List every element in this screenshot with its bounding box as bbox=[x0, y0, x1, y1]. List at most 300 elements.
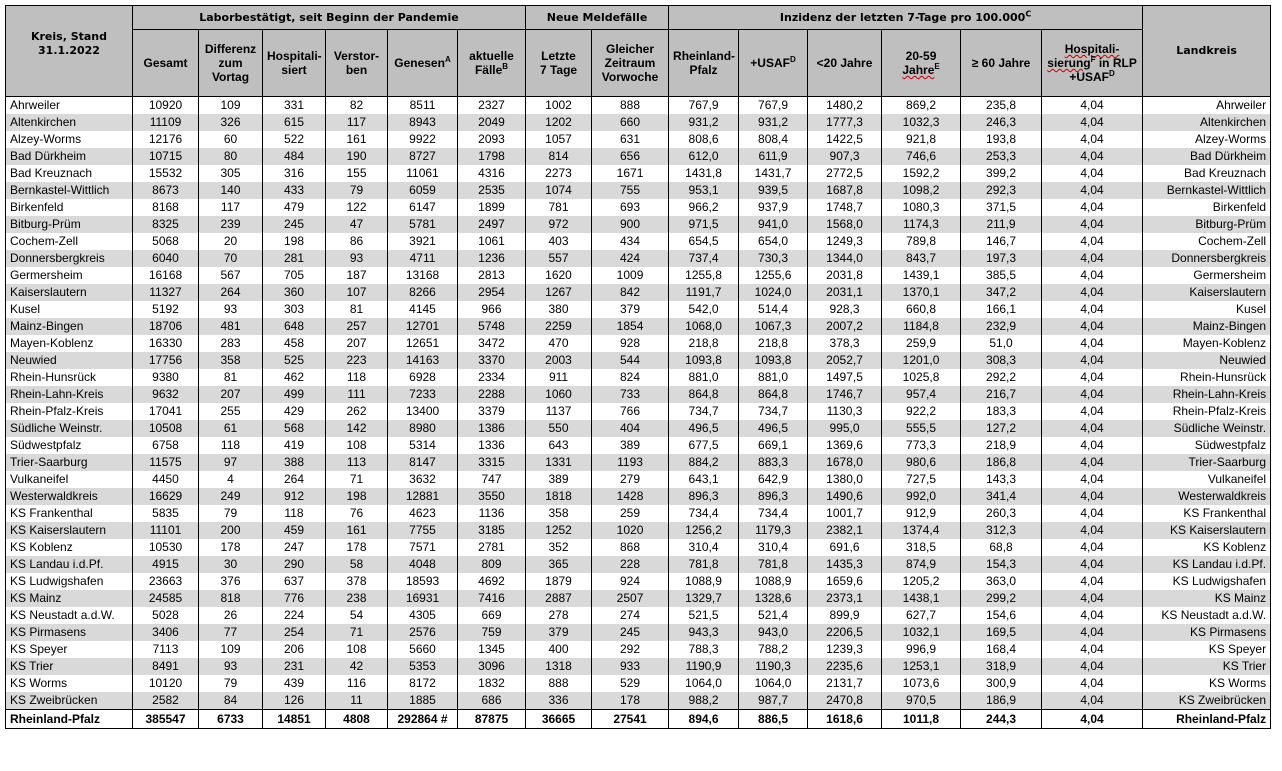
cell-inzidenz-usaf: 939,5 bbox=[739, 182, 808, 199]
cell-hospitalisierung: 4,04 bbox=[1042, 556, 1143, 573]
cell-landkreis: Alzey-Worms bbox=[1143, 131, 1271, 148]
cell-inzidenz-20-59: 1205,2 bbox=[882, 573, 961, 590]
cell-differenz: 140 bbox=[199, 182, 263, 199]
cell-genesen: 12701 bbox=[388, 318, 458, 335]
table-row bbox=[6, 369, 1271, 386]
cell-vorwoche: 900 bbox=[592, 216, 669, 233]
cell-hospitalisiert: 615 bbox=[263, 114, 326, 131]
cell-gesamt: 10920 bbox=[133, 97, 199, 115]
cell-aktuelle-faelle: 1386 bbox=[458, 420, 526, 437]
cell-inzidenz-60plus: 318,9 bbox=[961, 658, 1042, 675]
cell-inzidenz-rlp: 808,6 bbox=[669, 131, 739, 148]
cell-verstorben: 116 bbox=[326, 675, 388, 692]
cell-inzidenz-rlp: 643,1 bbox=[669, 471, 739, 488]
cell-hospitalisierung: 4,04 bbox=[1042, 199, 1143, 216]
cell-vorwoche: 842 bbox=[592, 284, 669, 301]
cell-inzidenz-20-59: 727,5 bbox=[882, 471, 961, 488]
cell-differenz: 109 bbox=[199, 97, 263, 115]
cell-inzidenz-usaf: 611,9 bbox=[739, 148, 808, 165]
cell-inzidenz-usaf: 1431,7 bbox=[739, 165, 808, 182]
cell-differenz: 61 bbox=[199, 420, 263, 437]
cell-landkreis: KS Trier bbox=[1143, 658, 1271, 675]
cell-hospitalisiert: 281 bbox=[263, 250, 326, 267]
cell-kreis: Bernkastel-Wittlich bbox=[6, 182, 133, 199]
cell-hospitalisiert: 118 bbox=[263, 505, 326, 522]
cell-inzidenz-usaf: 1024,0 bbox=[739, 284, 808, 301]
cell-aktuelle-faelle: 2781 bbox=[458, 539, 526, 556]
cell-landkreis: Bitburg-Prüm bbox=[1143, 216, 1271, 233]
cell-landkreis: Rhein-Pfalz-Kreis bbox=[1143, 403, 1271, 420]
cell-hospitalisiert: 388 bbox=[263, 454, 326, 471]
cell-differenz: 79 bbox=[199, 675, 263, 692]
cell-kreis: Birkenfeld bbox=[6, 199, 133, 216]
cell-kreis: KS Frankenthal bbox=[6, 505, 133, 522]
cell-gesamt: 5028 bbox=[133, 607, 199, 624]
cell-kreis: Altenkirchen bbox=[6, 114, 133, 131]
cell-inzidenz-u20: 1435,3 bbox=[808, 556, 882, 573]
cell-hospitalisierung: 4,04 bbox=[1042, 710, 1143, 729]
cell-verstorben: 108 bbox=[326, 437, 388, 454]
cell-vorwoche: 424 bbox=[592, 250, 669, 267]
cell-aktuelle-faelle: 1236 bbox=[458, 250, 526, 267]
cell-verstorben: 178 bbox=[326, 539, 388, 556]
cell-inzidenz-usaf: 808,4 bbox=[739, 131, 808, 148]
cell-inzidenz-60plus: 183,3 bbox=[961, 403, 1042, 420]
cell-inzidenz-20-59: 789,8 bbox=[882, 233, 961, 250]
table-row bbox=[6, 403, 1271, 420]
cell-differenz: 30 bbox=[199, 556, 263, 573]
cell-hospitalisierung: 4,04 bbox=[1042, 131, 1143, 148]
cell-gesamt: 11109 bbox=[133, 114, 199, 131]
cell-kreis: Donnersbergkreis bbox=[6, 250, 133, 267]
cell-hospitalisierung: 4,04 bbox=[1042, 641, 1143, 658]
table-row bbox=[6, 131, 1271, 148]
cell-hospitalisierung: 4,04 bbox=[1042, 471, 1143, 488]
cell-inzidenz-usaf: 788,2 bbox=[739, 641, 808, 658]
cell-inzidenz-20-59: 1370,1 bbox=[882, 284, 961, 301]
cell-inzidenz-60plus: 347,2 bbox=[961, 284, 1042, 301]
cell-inzidenz-usaf: 669,1 bbox=[739, 437, 808, 454]
cell-genesen: 8727 bbox=[388, 148, 458, 165]
cell-hospitalisierung: 4,04 bbox=[1042, 352, 1143, 369]
cell-genesen: 14163 bbox=[388, 352, 458, 369]
header-aktuelle-faelle: aktuelle Fälle$^B$ bbox=[458, 30, 526, 97]
cell-hospitalisiert: 912 bbox=[263, 488, 326, 505]
cell-genesen: 5314 bbox=[388, 437, 458, 454]
cell-hospitalisiert: 705 bbox=[263, 267, 326, 284]
cell-landkreis: Rhein-Lahn-Kreis bbox=[1143, 386, 1271, 403]
cell-inzidenz-60plus: 232,9 bbox=[961, 318, 1042, 335]
cell-landkreis: Bernkastel-Wittlich bbox=[1143, 182, 1271, 199]
cell-gesamt: 16168 bbox=[133, 267, 199, 284]
cell-inzidenz-usaf: 1064,0 bbox=[739, 675, 808, 692]
cell-hospitalisiert: 360 bbox=[263, 284, 326, 301]
cell-gesamt: 2582 bbox=[133, 692, 199, 710]
table-row bbox=[6, 250, 1271, 267]
table-row bbox=[6, 539, 1271, 556]
cell-aktuelle-faelle: 5748 bbox=[458, 318, 526, 335]
cell-letzte-7-tage: 352 bbox=[526, 539, 592, 556]
cell-landkreis: Mainz-Bingen bbox=[1143, 318, 1271, 335]
cell-inzidenz-20-59: 1438,1 bbox=[882, 590, 961, 607]
table-body bbox=[6, 97, 1271, 729]
cell-hospitalisierung: 4,04 bbox=[1042, 522, 1143, 539]
covid-statistics-table bbox=[5, 5, 1271, 729]
cell-verstorben: 11 bbox=[326, 692, 388, 710]
cell-genesen: 8266 bbox=[388, 284, 458, 301]
cell-hospitalisiert: 499 bbox=[263, 386, 326, 403]
cell-inzidenz-u20: 1380,0 bbox=[808, 471, 882, 488]
cell-gesamt: 9632 bbox=[133, 386, 199, 403]
cell-gesamt: 8325 bbox=[133, 216, 199, 233]
cell-hospitalisierung: 4,04 bbox=[1042, 675, 1143, 692]
cell-differenz: 20 bbox=[199, 233, 263, 250]
cell-inzidenz-60plus: 186,9 bbox=[961, 692, 1042, 710]
cell-hospitalisiert: 206 bbox=[263, 641, 326, 658]
cell-vorwoche: 1428 bbox=[592, 488, 669, 505]
cell-genesen: 11061 bbox=[388, 165, 458, 182]
cell-kreis: Germersheim bbox=[6, 267, 133, 284]
cell-aktuelle-faelle: 2327 bbox=[458, 97, 526, 115]
cell-vorwoche: 824 bbox=[592, 369, 669, 386]
cell-hospitalisiert: 522 bbox=[263, 131, 326, 148]
cell-inzidenz-usaf: 937,9 bbox=[739, 199, 808, 216]
cell-inzidenz-rlp: 677,5 bbox=[669, 437, 739, 454]
cell-kreis: KS Pirmasens bbox=[6, 624, 133, 641]
table-row bbox=[6, 182, 1271, 199]
cell-aktuelle-faelle: 1136 bbox=[458, 505, 526, 522]
cell-aktuelle-faelle: 4316 bbox=[458, 165, 526, 182]
cell-kreis: Bitburg-Prüm bbox=[6, 216, 133, 233]
cell-genesen: 4048 bbox=[388, 556, 458, 573]
cell-gesamt: 3406 bbox=[133, 624, 199, 641]
cell-inzidenz-rlp: 1064,0 bbox=[669, 675, 739, 692]
cell-inzidenz-u20: 2031,8 bbox=[808, 267, 882, 284]
cell-inzidenz-60plus: 211,9 bbox=[961, 216, 1042, 233]
cell-vorwoche: 1193 bbox=[592, 454, 669, 471]
cell-aktuelle-faelle: 2813 bbox=[458, 267, 526, 284]
table-row bbox=[6, 641, 1271, 658]
cell-letzte-7-tage: 1057 bbox=[526, 131, 592, 148]
cell-inzidenz-60plus: 292,2 bbox=[961, 369, 1042, 386]
cell-letzte-7-tage: 365 bbox=[526, 556, 592, 573]
cell-hospitalisierung: 4,04 bbox=[1042, 573, 1143, 590]
cell-kreis: Rhein-Hunsrück bbox=[6, 369, 133, 386]
cell-verstorben: 76 bbox=[326, 505, 388, 522]
cell-inzidenz-rlp: 1093,8 bbox=[669, 352, 739, 369]
cell-inzidenz-usaf: 218,8 bbox=[739, 335, 808, 352]
cell-verstorben: 93 bbox=[326, 250, 388, 267]
table-row bbox=[6, 556, 1271, 573]
cell-vorwoche: 434 bbox=[592, 233, 669, 250]
cell-hospitalisiert: 303 bbox=[263, 301, 326, 318]
cell-inzidenz-60plus: 253,3 bbox=[961, 148, 1042, 165]
cell-inzidenz-rlp: 542,0 bbox=[669, 301, 739, 318]
cell-hospitalisierung: 4,04 bbox=[1042, 505, 1143, 522]
cell-differenz: 93 bbox=[199, 301, 263, 318]
cell-gesamt: 10508 bbox=[133, 420, 199, 437]
cell-gesamt: 4915 bbox=[133, 556, 199, 573]
cell-vorwoche: 1020 bbox=[592, 522, 669, 539]
cell-hospitalisierung: 4,04 bbox=[1042, 539, 1143, 556]
cell-aktuelle-faelle: 4692 bbox=[458, 573, 526, 590]
cell-hospitalisiert: 484 bbox=[263, 148, 326, 165]
cell-landkreis: Vulkaneifel bbox=[1143, 471, 1271, 488]
cell-inzidenz-20-59: 912,9 bbox=[882, 505, 961, 522]
cell-genesen: 12881 bbox=[388, 488, 458, 505]
cell-kreis: KS Speyer bbox=[6, 641, 133, 658]
cell-kreis: Südliche Weinstr. bbox=[6, 420, 133, 437]
cell-aktuelle-faelle: 2049 bbox=[458, 114, 526, 131]
cell-inzidenz-rlp: 884,2 bbox=[669, 454, 739, 471]
cell-inzidenz-rlp: 734,4 bbox=[669, 505, 739, 522]
cell-inzidenz-usaf: 886,5 bbox=[739, 710, 808, 729]
cell-landkreis: Trier-Saarburg bbox=[1143, 454, 1271, 471]
footnote-c: C bbox=[1025, 8, 1032, 18]
cell-verstorben: 108 bbox=[326, 641, 388, 658]
cell-inzidenz-20-59: 957,4 bbox=[882, 386, 961, 403]
cell-landkreis: Kusel bbox=[1143, 301, 1271, 318]
cell-differenz: 26 bbox=[199, 607, 263, 624]
cell-inzidenz-u20: 691,6 bbox=[808, 539, 882, 556]
table-row bbox=[6, 335, 1271, 352]
cell-inzidenz-60plus: 169,5 bbox=[961, 624, 1042, 641]
cell-vorwoche: 1671 bbox=[592, 165, 669, 182]
cell-genesen: 5353 bbox=[388, 658, 458, 675]
cell-landkreis: Altenkirchen bbox=[1143, 114, 1271, 131]
cell-hospitalisierung: 4,04 bbox=[1042, 114, 1143, 131]
cell-differenz: 239 bbox=[199, 216, 263, 233]
table-row bbox=[6, 607, 1271, 624]
cell-inzidenz-usaf: 943,0 bbox=[739, 624, 808, 641]
cell-aktuelle-faelle: 686 bbox=[458, 692, 526, 710]
cell-inzidenz-u20: 928,3 bbox=[808, 301, 882, 318]
cell-letzte-7-tage: 972 bbox=[526, 216, 592, 233]
cell-genesen: 2576 bbox=[388, 624, 458, 641]
cell-hospitalisiert: 126 bbox=[263, 692, 326, 710]
cell-inzidenz-20-59: 874,9 bbox=[882, 556, 961, 573]
cell-vorwoche: 2507 bbox=[592, 590, 669, 607]
cell-gesamt: 16330 bbox=[133, 335, 199, 352]
cell-inzidenz-60plus: 371,5 bbox=[961, 199, 1042, 216]
cell-inzidenz-20-59: 746,6 bbox=[882, 148, 961, 165]
cell-vorwoche: 279 bbox=[592, 471, 669, 488]
cell-verstorben: 155 bbox=[326, 165, 388, 182]
cell-hospitalisierung: 4,04 bbox=[1042, 284, 1143, 301]
cell-aktuelle-faelle: 2334 bbox=[458, 369, 526, 386]
cell-verstorben: 71 bbox=[326, 471, 388, 488]
cell-aktuelle-faelle: 809 bbox=[458, 556, 526, 573]
cell-inzidenz-rlp: 1191,7 bbox=[669, 284, 739, 301]
cell-inzidenz-usaf: 767,9 bbox=[739, 97, 808, 115]
header-kreis-stand bbox=[6, 6, 133, 97]
cell-letzte-7-tage: 1267 bbox=[526, 284, 592, 301]
cell-vorwoche: 259 bbox=[592, 505, 669, 522]
cell-letzte-7-tage: 557 bbox=[526, 250, 592, 267]
cell-aktuelle-faelle: 2954 bbox=[458, 284, 526, 301]
cell-genesen: 7233 bbox=[388, 386, 458, 403]
cell-inzidenz-rlp: 953,1 bbox=[669, 182, 739, 199]
cell-aktuelle-faelle: 3472 bbox=[458, 335, 526, 352]
cell-inzidenz-60plus: 260,3 bbox=[961, 505, 1042, 522]
cell-genesen: 4623 bbox=[388, 505, 458, 522]
cell-differenz: 81 bbox=[199, 369, 263, 386]
cell-landkreis: KS Speyer bbox=[1143, 641, 1271, 658]
cell-vorwoche: 660 bbox=[592, 114, 669, 131]
header-row-columns bbox=[6, 30, 1271, 97]
cell-inzidenz-u20: 1422,5 bbox=[808, 131, 882, 148]
cell-inzidenz-usaf: 734,4 bbox=[739, 505, 808, 522]
cell-genesen: 6059 bbox=[388, 182, 458, 199]
footnote-d: D bbox=[1109, 69, 1115, 78]
cell-verstorben: 113 bbox=[326, 454, 388, 471]
table-row bbox=[6, 658, 1271, 675]
cell-kreis: Kusel bbox=[6, 301, 133, 318]
table-row bbox=[6, 267, 1271, 284]
cell-inzidenz-rlp: 864,8 bbox=[669, 386, 739, 403]
cell-gesamt: 11101 bbox=[133, 522, 199, 539]
cell-genesen: 7755 bbox=[388, 522, 458, 539]
cell-landkreis: Rheinland-Pfalz bbox=[1143, 710, 1271, 729]
cell-landkreis: Germersheim bbox=[1143, 267, 1271, 284]
cell-inzidenz-u20: 2772,5 bbox=[808, 165, 882, 182]
cell-hospitalisiert: 254 bbox=[263, 624, 326, 641]
cell-aktuelle-faelle: 3315 bbox=[458, 454, 526, 471]
cell-differenz: 283 bbox=[199, 335, 263, 352]
cell-inzidenz-u20: 2235,6 bbox=[808, 658, 882, 675]
cell-landkreis: Bad Kreuznach bbox=[1143, 165, 1271, 182]
cell-differenz: 567 bbox=[199, 267, 263, 284]
cell-gesamt: 10120 bbox=[133, 675, 199, 692]
cell-inzidenz-rlp: 1431,8 bbox=[669, 165, 739, 182]
footnote-e: E bbox=[934, 62, 940, 71]
cell-differenz: 117 bbox=[199, 199, 263, 216]
cell-verstorben: 142 bbox=[326, 420, 388, 437]
table-row bbox=[6, 148, 1271, 165]
table-row bbox=[6, 97, 1271, 115]
cell-hospitalisierung: 4,04 bbox=[1042, 658, 1143, 675]
cell-differenz: 264 bbox=[199, 284, 263, 301]
cell-gesamt: 5068 bbox=[133, 233, 199, 250]
cell-letzte-7-tage: 1202 bbox=[526, 114, 592, 131]
cell-hospitalisiert: 224 bbox=[263, 607, 326, 624]
cell-inzidenz-rlp: 734,7 bbox=[669, 403, 739, 420]
cell-letzte-7-tage: 643 bbox=[526, 437, 592, 454]
cell-differenz: 178 bbox=[199, 539, 263, 556]
cell-inzidenz-20-59: 660,8 bbox=[882, 301, 961, 318]
cell-inzidenz-60plus: 68,8 bbox=[961, 539, 1042, 556]
cell-inzidenz-rlp: 218,8 bbox=[669, 335, 739, 352]
cell-inzidenz-u20: 2373,1 bbox=[808, 590, 882, 607]
cell-differenz: 481 bbox=[199, 318, 263, 335]
cell-inzidenz-u20: 378,3 bbox=[808, 335, 882, 352]
cell-vorwoche: 766 bbox=[592, 403, 669, 420]
cell-inzidenz-rlp: 1068,0 bbox=[669, 318, 739, 335]
cell-hospitalisiert: 331 bbox=[263, 97, 326, 115]
cell-aktuelle-faelle: 3370 bbox=[458, 352, 526, 369]
cell-gesamt: 16629 bbox=[133, 488, 199, 505]
cell-landkreis: KS Kaiserslautern bbox=[1143, 522, 1271, 539]
cell-inzidenz-rlp: 781,8 bbox=[669, 556, 739, 573]
cell-inzidenz-usaf: 1179,3 bbox=[739, 522, 808, 539]
cell-inzidenz-60plus: 312,3 bbox=[961, 522, 1042, 539]
cell-aktuelle-faelle: 2535 bbox=[458, 182, 526, 199]
cell-verstorben: 4808 bbox=[326, 710, 388, 729]
cell-letzte-7-tage: 2273 bbox=[526, 165, 592, 182]
cell-hospitalisierung: 4,04 bbox=[1042, 590, 1143, 607]
cell-letzte-7-tage: 2259 bbox=[526, 318, 592, 335]
cell-differenz: 358 bbox=[199, 352, 263, 369]
cell-inzidenz-u20: 1369,6 bbox=[808, 437, 882, 454]
cell-genesen: 12651 bbox=[388, 335, 458, 352]
cell-inzidenz-u20: 1618,6 bbox=[808, 710, 882, 729]
cell-verstorben: 58 bbox=[326, 556, 388, 573]
cell-gesamt: 7113 bbox=[133, 641, 199, 658]
cell-letzte-7-tage: 358 bbox=[526, 505, 592, 522]
cell-verstorben: 81 bbox=[326, 301, 388, 318]
cell-hospitalisierung: 4,04 bbox=[1042, 437, 1143, 454]
cell-genesen: 8943 bbox=[388, 114, 458, 131]
cell-letzte-7-tage: 379 bbox=[526, 624, 592, 641]
cell-letzte-7-tage: 278 bbox=[526, 607, 592, 624]
footnote-f: F bbox=[1090, 55, 1096, 64]
cell-inzidenz-u20: 1568,0 bbox=[808, 216, 882, 233]
cell-hospitalisierung: 4,04 bbox=[1042, 233, 1143, 250]
cell-inzidenz-u20: 1748,7 bbox=[808, 199, 882, 216]
cell-hospitalisierung: 4,04 bbox=[1042, 216, 1143, 233]
cell-vorwoche: 631 bbox=[592, 131, 669, 148]
cell-letzte-7-tage: 888 bbox=[526, 675, 592, 692]
cell-differenz: 80 bbox=[199, 148, 263, 165]
cell-letzte-7-tage: 550 bbox=[526, 420, 592, 437]
cell-landkreis: Mayen-Koblenz bbox=[1143, 335, 1271, 352]
cell-landkreis: KS Pirmasens bbox=[1143, 624, 1271, 641]
cell-genesen: 8511 bbox=[388, 97, 458, 115]
table-row bbox=[6, 573, 1271, 590]
header-verstorben: Verstor- ben bbox=[326, 30, 388, 97]
cell-kreis: KS Ludwigshafen bbox=[6, 573, 133, 590]
cell-inzidenz-60plus: 193,8 bbox=[961, 131, 1042, 148]
cell-vorwoche: 274 bbox=[592, 607, 669, 624]
cell-inzidenz-rlp: 654,5 bbox=[669, 233, 739, 250]
cell-inzidenz-usaf: 496,5 bbox=[739, 420, 808, 437]
cell-inzidenz-rlp: 612,0 bbox=[669, 148, 739, 165]
cell-hospitalisierung: 4,04 bbox=[1042, 624, 1143, 641]
cell-verstorben: 262 bbox=[326, 403, 388, 420]
cell-inzidenz-rlp: 788,3 bbox=[669, 641, 739, 658]
cell-inzidenz-60plus: 299,2 bbox=[961, 590, 1042, 607]
cell-verstorben: 79 bbox=[326, 182, 388, 199]
cell-inzidenz-rlp: 767,9 bbox=[669, 97, 739, 115]
cell-letzte-7-tage: 1818 bbox=[526, 488, 592, 505]
cell-genesen: 7571 bbox=[388, 539, 458, 556]
cell-inzidenz-usaf: 896,3 bbox=[739, 488, 808, 505]
cell-hospitalisiert: 648 bbox=[263, 318, 326, 335]
cell-genesen: 18593 bbox=[388, 573, 458, 590]
cell-kreis: Rhein-Lahn-Kreis bbox=[6, 386, 133, 403]
cell-inzidenz-20-59: 1073,6 bbox=[882, 675, 961, 692]
cell-letzte-7-tage: 336 bbox=[526, 692, 592, 710]
header-gleicher-zeitraum: Gleicher Zeitraum Vorwoche bbox=[592, 30, 669, 97]
cell-vorwoche: 544 bbox=[592, 352, 669, 369]
cell-inzidenz-20-59: 1025,8 bbox=[882, 369, 961, 386]
cell-inzidenz-u20: 907,3 bbox=[808, 148, 882, 165]
cell-vorwoche: 228 bbox=[592, 556, 669, 573]
cell-inzidenz-rlp: 966,2 bbox=[669, 199, 739, 216]
cell-differenz: 326 bbox=[199, 114, 263, 131]
cell-inzidenz-rlp: 943,3 bbox=[669, 624, 739, 641]
cell-inzidenz-u20: 2052,7 bbox=[808, 352, 882, 369]
